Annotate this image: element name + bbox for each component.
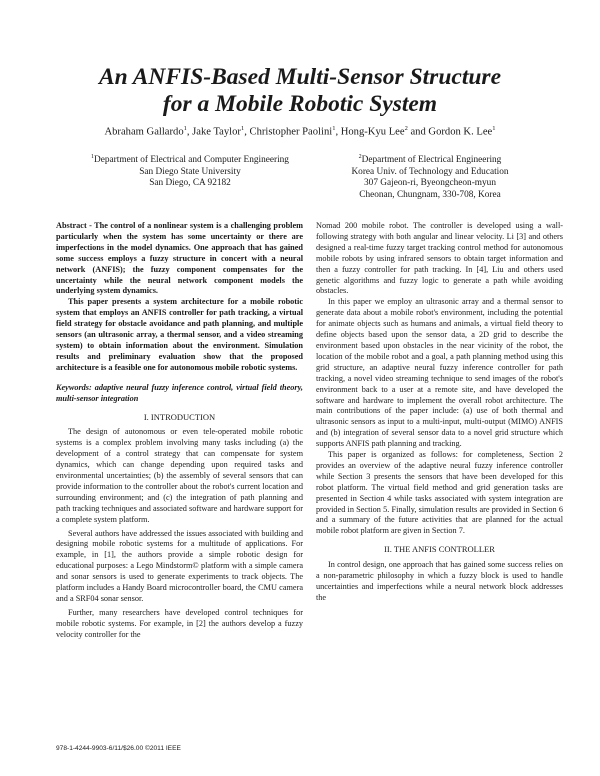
author-separator: and — [407, 126, 429, 138]
body-paragraph: Further, many researchers have developed control techniques for mobile robotic systems. For example, in [2] the authors develop a fuzzy velocity controller for the — [56, 607, 303, 639]
author-name: Hong-Kyu Lee — [340, 126, 405, 138]
author-name: Gordon K. Lee — [428, 126, 493, 138]
affiliation-line: San Diego, CA 92182 — [149, 178, 231, 189]
affiliation-line: Cheonan, Chungnam, 330-708, Korea — [359, 189, 501, 200]
keywords: Keywords: adaptive neural fuzzy inference control, virtual field theory, multi-sensor integration — [56, 382, 303, 403]
paper-title — [0, 64, 600, 118]
author-affiliation-mark: 1 — [492, 125, 496, 132]
body-paragraph: Nomad 200 mobile robot. The controller is developed using a wall-following strategy with both angular and linear velocity. Li [3] and others designed a real-time fuzzy target tracking control method for autonomous mobile robots by using infrared sensors to obtain target information and then a fuzzy controller for path tracking. In [4], Liu and others used genetic algorithms and fuzzy logic to generate a path while avoiding obstacles. — [316, 221, 563, 296]
author-name: Christopher Paolini — [249, 126, 333, 138]
author-affiliation-mark: 2 — [404, 125, 408, 132]
affiliation-line: Korea Univ. of Technology and Education — [351, 166, 509, 177]
section-heading-introduction: I. INTRODUCTION — [143, 411, 216, 422]
body-paragraph: The design of autonomous or even tele-operated mobile robotic systems is a complex problem involving many tasks including (a) the development of a control strategy that can compensate for system dynamics, which can change depending upon required tasks and environmental uncertainties; (b) the assembly of several sensors that can provide information to the controller about the robot's current location and surrounding environment; and (c) the integration of path planning and path tracking techniques and associated software and hardware support for a complete system platform. — [56, 427, 303, 524]
affiliation-line: $^1$Department of Electrical and Computer Engineering — [91, 154, 289, 166]
author-separator: , — [186, 126, 193, 138]
author-separator: , — [244, 126, 250, 138]
abstract-paragraph: This paper presents a system architecture for a mobile robotic system that employs an ANFIS controller for path tracking, a virtual field strategy for obstacle avoidance and path planning, and multiple sensors (an ultrasonic array, a thermal sensor, and a video streaming system) to obtain information about the environment. Simulation results and preliminary evaluation show that the proposed architecture is a feasible one for autonomous mobile robotic systems. — [56, 297, 303, 372]
affiliation-line: 307 Gajeon-ri, Byeongcheon-myun — [364, 178, 496, 189]
body-paragraph: Several authors have addressed the issues associated with building and designing mobile robotic systems for a multitude of applications. For example, in [1], the authors provide a simple robotic design for educational purposes: a Lego Mindstorm© platform with a simple camera and sonar sensors is used to generate experiments to track objects. The platform includes a Handy Board microcontroller board, the CMU camera and a SRF04 sonar sensor. — [56, 528, 303, 603]
copyright-footer: 978-1-4244-9903-6/11/$26.00 ©2011 IEEE — [56, 745, 181, 752]
author-affiliation-mark: 1 — [183, 125, 187, 132]
author-list — [0, 125, 600, 138]
author-separator: , — [335, 126, 341, 138]
body-paragraph: This paper is organized as follows: for completeness, Section 2 provides an overview of the adaptive neural fuzzy inference controller while Section 3 presents the sensors that have been developed for this robot platform. The virtual field method and grid generation tasks are presented in Section 4 while tasks associated with system integration are provided in Section 5. Finally, simulation results are provided in Section 6 and a summary of the future activities that are planned for the actual mobile robot platform are given in Section 7. — [316, 450, 563, 536]
affiliation-right — [330, 152, 530, 201]
abstract-paragraph: Abstract - The control of a nonlinear system is a challenging problem particularly when the system has some uncertainty or there are imperfections in the model dynamics. One approach that has gained some success employs a fuzzy structure in concert with a neural network (ANFIS); the fuzzy component compensates for the uncertainty while the neural network component models the underlying system dynamics. — [56, 221, 303, 296]
right-column — [316, 221, 563, 604]
author-name: Jake Taylor — [192, 126, 241, 138]
affiliation-line: San Diego State University — [139, 166, 241, 177]
affiliation-left — [55, 152, 325, 190]
affiliation-mark: 2 — [358, 154, 362, 160]
affiliation-mark: 1 — [91, 154, 95, 160]
body-paragraph: In control design, one approach that has gained some success relies on a non-parametric philosophy in which a fuzzy block is used to handle uncertainties and imperfections while a neural network block addresses the — [316, 560, 563, 602]
title-line-1: An ANFIS-Based Multi-Sensor Structure — [98, 64, 501, 90]
author-name: Abraham Gallardo — [104, 126, 184, 138]
title-line-2: for a Mobile Robotic System — [162, 91, 438, 117]
author-affiliation-mark: 1 — [240, 125, 245, 132]
affiliation-line: $^2$Department of Electrical Engineering — [358, 154, 502, 166]
body-paragraph: In this paper we employ an ultrasonic array and a thermal sensor to generate data about a mobile robot's environment, including the potential for animate objects such as humans and animals, a virtual field theory to define objects based upon the sensor data, a 2D grid to describe the environment based upon obstacles in the near vicinity of the robot, the location of the mobile robot and a goal, a path planning method using this grid structure, an adaptive neural fuzzy inference controller for path tracking, a novel video streaming technique to send images of the robot's environment back to a user at a remote site, and have developed the software and hardware to implement the overall robot architecture. The main contributions of the paper include: (a) use of both thermal and ultrasonic sensors as input to a multi-input, multi-output (MIMO) ANFIS and (b) integration of several sensor data to a novel grid structure which supports ANFIS path planning and tracking. — [316, 297, 563, 449]
section-heading-anfis-controller: II. THE ANFIS CONTROLLER — [384, 544, 495, 555]
left-column — [56, 221, 303, 641]
author-affiliation-mark: 1 — [332, 125, 336, 132]
